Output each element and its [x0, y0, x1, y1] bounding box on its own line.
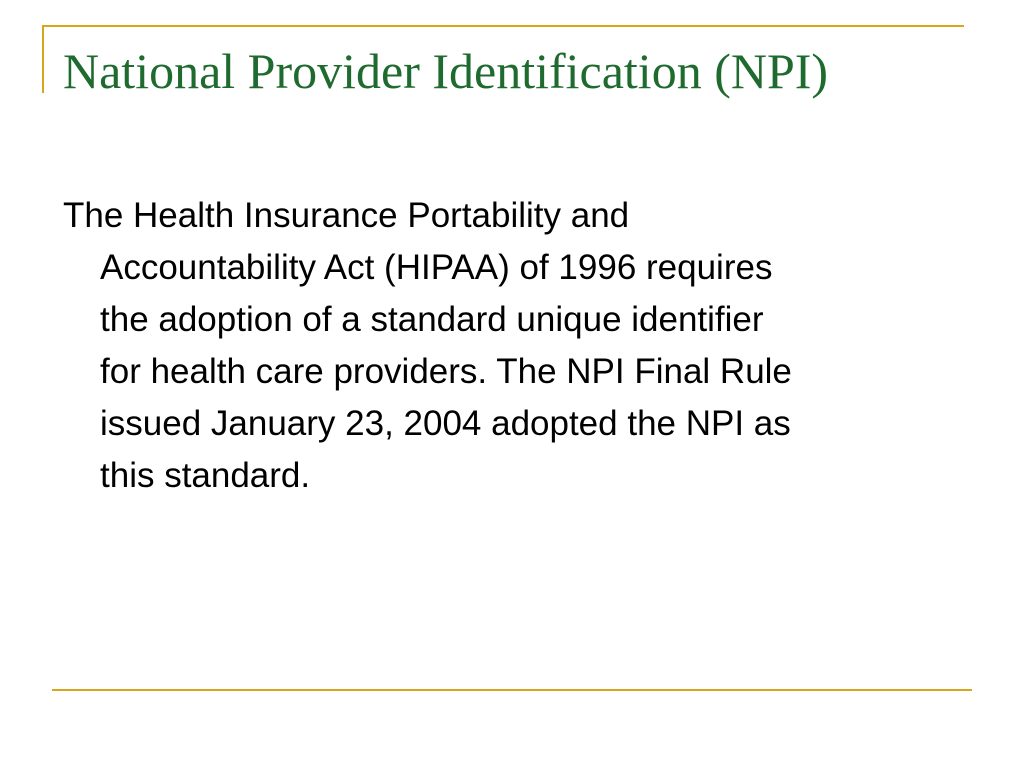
body-line: the adoption of a standard unique identifier: [100, 300, 764, 339]
body-line: Accountability Act (HIPAA) of 1996 requires: [100, 248, 773, 287]
left-accent-rule: [42, 25, 44, 93]
slide-title: National Provider Identification (NPI): [63, 43, 829, 99]
body-line: for health care providers. The NPI Final Rule: [100, 352, 792, 391]
top-accent-rule: [42, 25, 964, 27]
body-line: issued January 23, 2004 adopted the NPI as: [100, 404, 791, 443]
body-line: this standard.: [100, 456, 311, 495]
bottom-accent-rule: [52, 689, 972, 691]
slide-body: [63, 190, 963, 502]
body-line: The Health Insurance Portability and: [63, 196, 630, 235]
